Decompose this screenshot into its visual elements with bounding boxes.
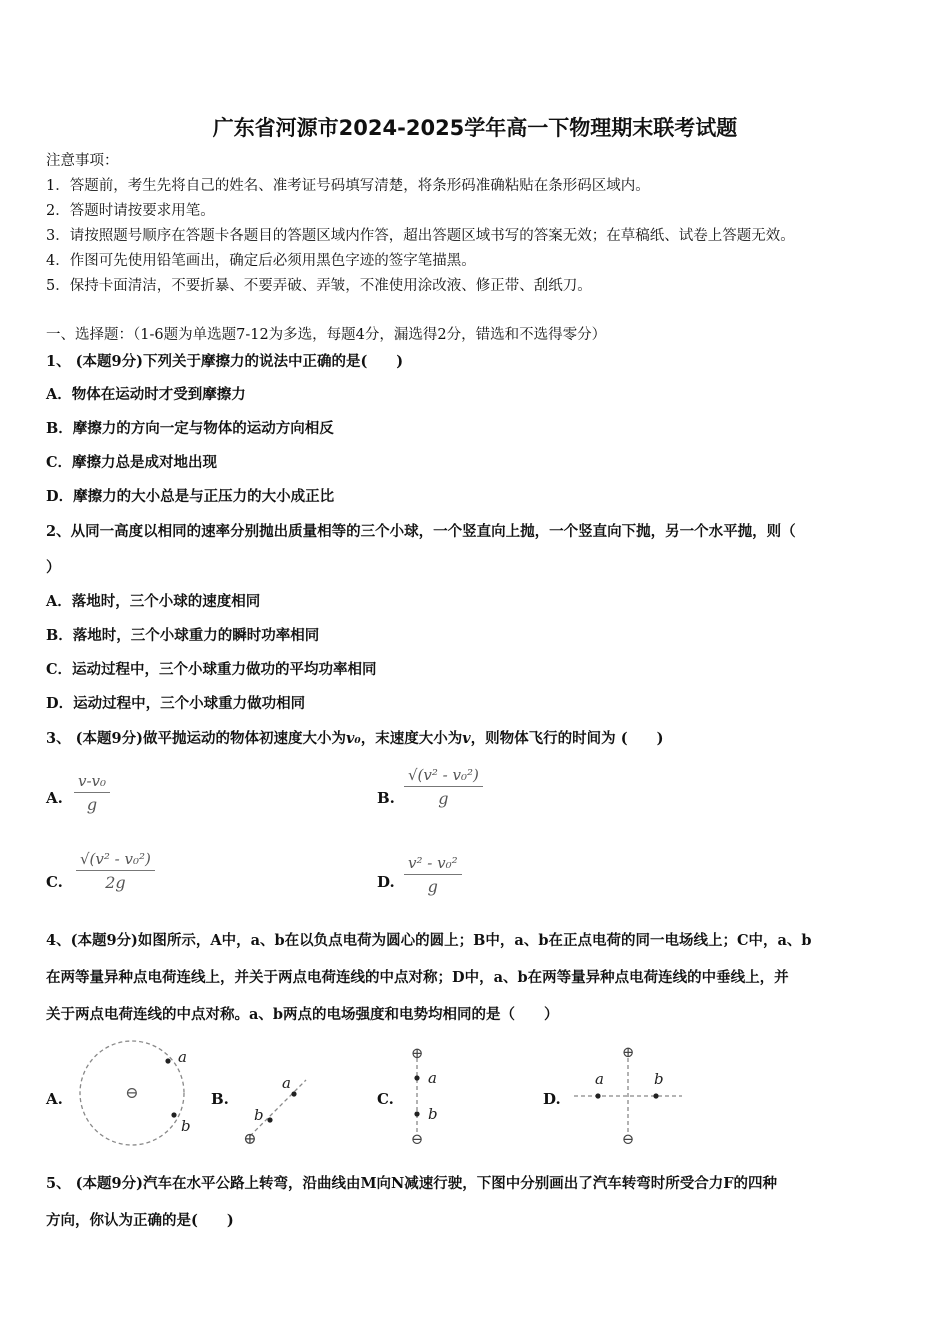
question-5-stem-cont: 方向，你认为正确的是( ) <box>46 1212 234 1229</box>
question-4-stem: 4、(本题9分)如图所示，A中，a、b在以负点电荷为圆心的圆上；B中，a、b在正点电荷的同一电场线上；C中，a、b <box>46 932 812 949</box>
fraction-numerator: v-v₀ <box>74 772 110 793</box>
label-b: b <box>254 1106 264 1124</box>
question-2-stem-cont: ） <box>46 559 61 576</box>
q3-stem-part: 3、 (本题9分)做平抛运动的物体初速度大小为 <box>46 730 346 747</box>
q4-label-a: A. <box>46 1090 63 1108</box>
notice-item: 5．保持卡面清洁，不要折暴、不要弄破、弄皱，不准使用涂改液、修正带、刮纸刀。 <box>46 278 592 294</box>
q3-label-b: B. <box>377 789 395 807</box>
label-a: a <box>595 1070 604 1088</box>
label-a: a <box>178 1048 187 1066</box>
section-heading: 一、选择题：（1-6题为单选题7-12为多选，每题4分，漏选得2分，错选和不选得零分） <box>46 327 607 343</box>
q3-v0: v₀ <box>345 730 361 747</box>
page-title: 广东省河源市2024-2025学年高一下物理期末联考试题 <box>212 116 738 140</box>
point-a <box>414 1075 419 1080</box>
q4-figure-c <box>400 1040 460 1148</box>
q4-figure-d <box>570 1040 685 1148</box>
fraction-denominator: 2g <box>105 873 126 892</box>
q3-v: v <box>462 730 471 747</box>
q3-stem-part: ，末速度大小为 <box>360 730 463 747</box>
question-5-stem: 5、 (本题9分)汽车在水平公路上转弯，沿曲线由M向N减速行驶，下图中分别画出了汽车转弯时所受合力F的四种 <box>46 1175 778 1192</box>
q1-option-b: B．摩擦力的方向一定与物体的运动方向相反 <box>46 420 334 437</box>
fraction-denominator: g <box>438 789 449 808</box>
q4-label-b: B. <box>211 1090 229 1108</box>
notice-item: 1．答题前，考生先将自己的姓名、准考证号码填写清楚，将条形码准确粘贴在条形码区域内。 <box>46 178 650 194</box>
label-a: a <box>282 1074 291 1092</box>
point-b <box>171 1112 176 1117</box>
point-b <box>414 1111 419 1116</box>
q4-figure-a <box>70 1035 200 1155</box>
notice-item: 2．答题时请按要求用笔。 <box>46 203 215 219</box>
q2-option-d: D．运动过程中，三个小球重力做功相同 <box>46 695 306 712</box>
question-2-stem: 2、从同一高度以相同的速率分别抛出质量相等的三个小球，一个竖直向上抛，一个竖直向下抛，另一个水平抛，则（ <box>46 523 796 540</box>
q4-label-c: C. <box>377 1090 394 1108</box>
question-4-stem-cont: 在两等量异种点电荷连线上，并关于两点电荷连线的中点对称；D中，a、b在两等量异种点电荷连线的中垂线上，并 <box>46 969 789 986</box>
q4-figure-b <box>236 1068 316 1150</box>
q3-option-b-formula <box>404 766 483 808</box>
point-a <box>595 1093 600 1098</box>
label-b: b <box>654 1070 664 1088</box>
notice-heading: 注意事项： <box>46 153 119 169</box>
label-a: a <box>428 1069 437 1087</box>
negative-charge-icon: ⊖ <box>621 1130 635 1148</box>
fraction-numerator: √(v² - v₀²) <box>404 766 483 787</box>
point-a <box>291 1091 296 1096</box>
notice-item: 4．作图可先使用铅笔画出，确定后必须用黑色字迹的签字笔描黑。 <box>46 253 476 269</box>
negative-charge-icon: ⊖ <box>125 1083 139 1102</box>
q3-stem-part: ，则物体飞行的时间为 ( ) <box>470 730 664 747</box>
q1-option-c: C．摩擦力总是成对地出现 <box>46 454 218 471</box>
q2-option-b: B．落地时，三个小球重力的瞬时功率相同 <box>46 627 320 644</box>
negative-charge-icon: ⊖ <box>410 1130 424 1148</box>
q2-option-a: A．落地时，三个小球的速度相同 <box>46 593 261 610</box>
positive-charge-icon: ⊕ <box>243 1129 257 1148</box>
fraction-denominator: g <box>86 795 98 814</box>
question-1-stem: 1、 (本题9分)下列关于摩擦力的说法中正确的是( ) <box>46 353 404 370</box>
label-b: b <box>428 1105 438 1123</box>
q3-option-a-formula <box>74 772 110 814</box>
label-b: b <box>181 1117 191 1135</box>
point-b <box>267 1117 272 1122</box>
notice-item: 3．请按照题号顺序在答题卡各题目的答题区域内作答，超出答题区域书写的答案无效；在草稿纸、试卷上答题无效。 <box>46 228 795 244</box>
fraction-numerator: √(v² - v₀²) <box>76 850 155 871</box>
question-3-stem <box>46 729 663 749</box>
point-a <box>165 1058 170 1063</box>
q2-option-c: C．运动过程中，三个小球重力做功的平均功率相同 <box>46 661 377 678</box>
q1-option-a: A．物体在运动时才受到摩擦力 <box>46 386 246 403</box>
point-b <box>653 1093 658 1098</box>
q3-label-a: A. <box>46 789 63 807</box>
q3-label-d: D. <box>377 873 395 891</box>
fraction-numerator: v² - v₀² <box>404 854 462 875</box>
q3-option-d-formula <box>404 854 462 896</box>
fraction-denominator: g <box>427 877 438 896</box>
positive-charge-icon: ⊕ <box>410 1044 424 1062</box>
question-4-stem-cont: 关于两点电荷连线的中点对称。a、b两点的电场强度和电势均相同的是（ ） <box>46 1006 559 1023</box>
q3-label-c: C. <box>46 873 63 891</box>
q3-option-c-formula <box>76 850 155 892</box>
q4-label-d: D. <box>543 1090 561 1108</box>
q1-option-d: D．摩擦力的大小总是与正压力的大小成正比 <box>46 488 335 505</box>
positive-charge-icon: ⊕ <box>621 1043 635 1061</box>
